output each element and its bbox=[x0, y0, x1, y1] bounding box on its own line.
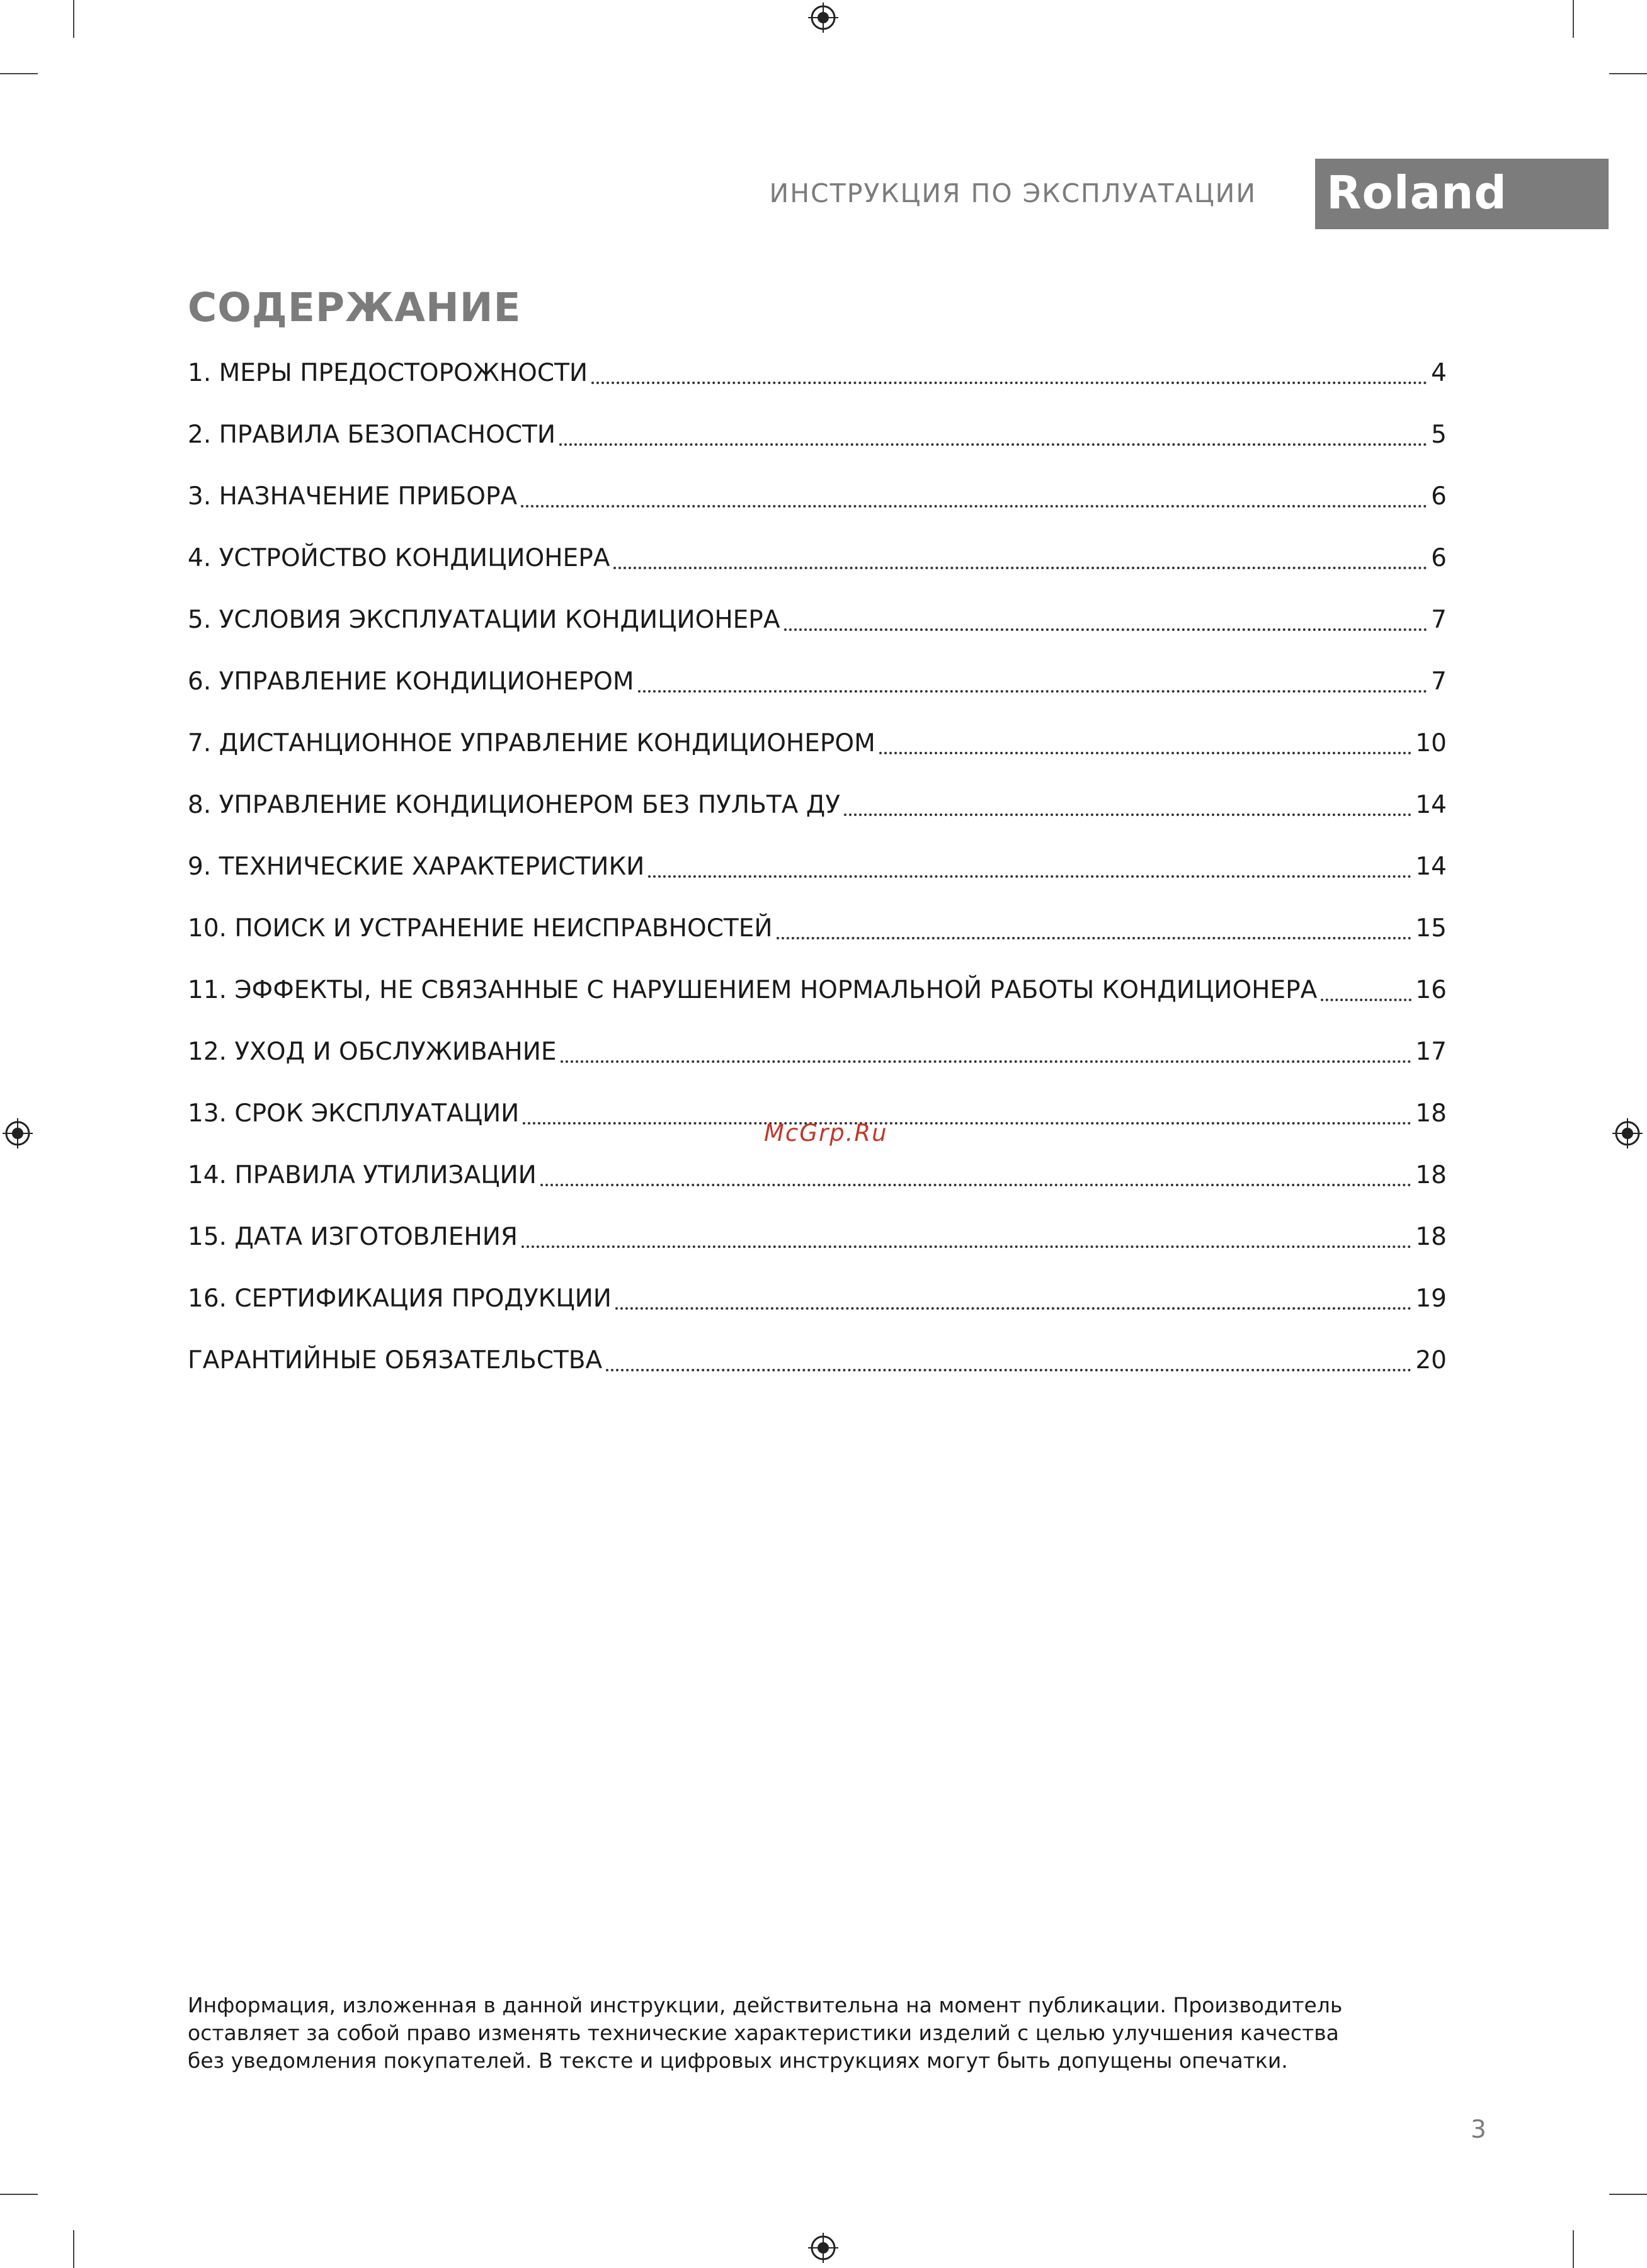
toc-entry[interactable] bbox=[188, 1284, 1447, 1346]
toc-entry[interactable] bbox=[188, 544, 1447, 606]
toc-entry-page: 18 bbox=[1415, 1223, 1447, 1251]
registration-mark-icon bbox=[1612, 1118, 1643, 1148]
toc-leader-dots bbox=[561, 1038, 1412, 1063]
disclaimer-text bbox=[188, 1992, 1384, 2075]
toc-leader-dots bbox=[606, 1346, 1411, 1371]
toc-entry-page: 18 bbox=[1415, 1161, 1447, 1189]
toc-leader-dots bbox=[638, 667, 1428, 693]
brand-logo-text: Roland bbox=[1326, 166, 1507, 219]
toc-entry-page: 18 bbox=[1415, 1099, 1447, 1128]
disclaimer-line: Информация, изложенная в данной инструкции, действительна на момент публикации. Производитель bbox=[188, 1993, 1343, 2017]
crop-mark bbox=[0, 2194, 38, 2195]
toc-entry-page: 6 bbox=[1431, 544, 1447, 572]
toc-entry[interactable] bbox=[188, 606, 1447, 667]
toc-entry-title: 2. ПРАВИЛА БЕЗОПАСНОСТИ bbox=[188, 421, 556, 449]
toc-leader-dots bbox=[559, 421, 1427, 446]
toc-leader-dots bbox=[784, 606, 1428, 631]
toc-entry[interactable] bbox=[188, 1223, 1447, 1284]
toc-entry[interactable] bbox=[188, 1038, 1447, 1099]
toc-leader-dots bbox=[879, 729, 1412, 754]
toc-leader-dots bbox=[523, 1099, 1411, 1125]
brand-logo bbox=[1315, 159, 1609, 229]
toc-entry-page: 7 bbox=[1431, 606, 1447, 634]
toc-entry-title: 5. УСЛОВИЯ ЭКСПЛУАТАЦИИ КОНДИЦИОНЕРА bbox=[188, 606, 780, 634]
toc-entry-title: 13. СРОК ЭКСПЛУАТАЦИИ bbox=[188, 1099, 520, 1128]
toc-entry-page: 20 bbox=[1415, 1346, 1447, 1375]
toc-entry-page: 17 bbox=[1415, 1038, 1447, 1066]
toc-entry-page: 5 bbox=[1431, 421, 1447, 449]
toc-leader-dots bbox=[648, 853, 1411, 878]
toc-entry-title: 3. НАЗНАЧЕНИЕ ПРИБОРА bbox=[188, 482, 518, 511]
toc-entry-title: 4. УСТРОЙСТВО КОНДИЦИОНЕРА bbox=[188, 544, 610, 572]
toc-entry-title: 14. ПРАВИЛА УТИЛИЗАЦИИ bbox=[188, 1161, 537, 1189]
toc-entry-page: 15 bbox=[1415, 914, 1447, 943]
toc-entry-title: 11. ЭФФЕКТЫ, НЕ СВЯЗАННЫЕ С НАРУШЕНИЕМ НОРМАЛЬНОЙ РАБОТЫ КОНДИЦИОНЕРА bbox=[188, 976, 1318, 1004]
toc-leader-dots bbox=[613, 544, 1427, 569]
toc-entry[interactable] bbox=[188, 421, 1447, 482]
toc-entry-title: 9. ТЕХНИЧЕСКИЕ ХАРАКТЕРИСТИКИ bbox=[188, 853, 645, 881]
toc-leader-dots bbox=[521, 482, 1427, 507]
crop-mark bbox=[0, 73, 38, 74]
toc-entry[interactable] bbox=[188, 482, 1447, 544]
crop-mark bbox=[1609, 2194, 1647, 2195]
toc-entry-title: 7. ДИСТАНЦИОННОЕ УПРАВЛЕНИЕ КОНДИЦИОНЕРОМ bbox=[188, 729, 875, 757]
crop-mark bbox=[73, 2230, 74, 2268]
toc-entry[interactable] bbox=[188, 729, 1447, 791]
toc-entry-page: 14 bbox=[1415, 853, 1447, 881]
toc-entry-title: 16. СЕРТИФИКАЦИЯ ПРОДУКЦИИ bbox=[188, 1284, 612, 1313]
toc-leader-dots bbox=[615, 1284, 1411, 1310]
registration-mark-icon bbox=[808, 2233, 838, 2263]
toc-leader-dots bbox=[540, 1161, 1412, 1186]
toc-leader-dots bbox=[521, 1223, 1411, 1248]
toc-leader-dots bbox=[777, 914, 1412, 939]
toc-entry-page: 16 bbox=[1415, 976, 1447, 1004]
toc-leader-dots bbox=[1321, 976, 1411, 1001]
toc-entry-page: 4 bbox=[1431, 359, 1447, 387]
toc-entry-title: 8. УПРАВЛЕНИЕ КОНДИЦИОНЕРОМ БЕЗ ПУЛЬТА ДУ bbox=[188, 791, 840, 819]
disclaimer-line: оставляет за собой право изменять технические характеристики изделий с целью улучшения качества bbox=[188, 2021, 1339, 2045]
crop-mark bbox=[1609, 73, 1647, 74]
watermark: McGrp.Ru bbox=[764, 1120, 888, 1147]
crop-mark bbox=[1573, 0, 1574, 38]
table-of-contents bbox=[188, 359, 1447, 1408]
toc-entry-page: 7 bbox=[1431, 667, 1447, 696]
toc-entry-title: 1. МЕРЫ ПРЕДОСТОРОЖНОСТИ bbox=[188, 359, 588, 387]
page-number: 3 bbox=[1471, 2116, 1486, 2144]
toc-entry[interactable] bbox=[188, 791, 1447, 853]
crop-mark bbox=[73, 0, 74, 38]
toc-entry-page: 14 bbox=[1415, 791, 1447, 819]
toc-heading: СОДЕРЖАНИЕ bbox=[188, 285, 521, 331]
disclaimer-line: без уведомления покупателей. В тексте и цифровых инструкциях могут быть допущены опечатки. bbox=[188, 2048, 1288, 2073]
registration-mark-icon bbox=[3, 1118, 33, 1148]
toc-entry-page: 10 bbox=[1415, 729, 1447, 757]
toc-entry[interactable] bbox=[188, 976, 1447, 1038]
toc-entry[interactable] bbox=[188, 1161, 1447, 1223]
crop-mark bbox=[1573, 2230, 1574, 2268]
toc-entry-title: ГАРАНТИЙНЫЕ ОБЯЗАТЕЛЬСТВА bbox=[188, 1346, 603, 1375]
toc-entry-title: 12. УХОД И ОБСЛУЖИВАНИЕ bbox=[188, 1038, 557, 1066]
toc-leader-dots bbox=[844, 791, 1411, 816]
toc-entry[interactable] bbox=[188, 1346, 1447, 1408]
toc-entry[interactable] bbox=[188, 914, 1447, 976]
registration-mark-icon bbox=[808, 3, 838, 33]
toc-entry-title: 10. ПОИСК И УСТРАНЕНИЕ НЕИСПРАВНОСТЕЙ bbox=[188, 914, 773, 943]
toc-entry-title: 6. УПРАВЛЕНИЕ КОНДИЦИОНЕРОМ bbox=[188, 667, 634, 696]
toc-entry[interactable] bbox=[188, 359, 1447, 421]
toc-entry[interactable] bbox=[188, 667, 1447, 729]
toc-entry-page: 6 bbox=[1431, 482, 1447, 511]
document-header-title: ИНСТРУКЦИЯ ПО ЭКСПЛУАТАЦИИ bbox=[769, 178, 1257, 208]
toc-entry-page: 19 bbox=[1415, 1284, 1447, 1313]
toc-leader-dots bbox=[591, 359, 1427, 384]
toc-entry[interactable] bbox=[188, 853, 1447, 914]
toc-entry-title: 15. ДАТА ИЗГОТОВЛЕНИЯ bbox=[188, 1223, 518, 1251]
